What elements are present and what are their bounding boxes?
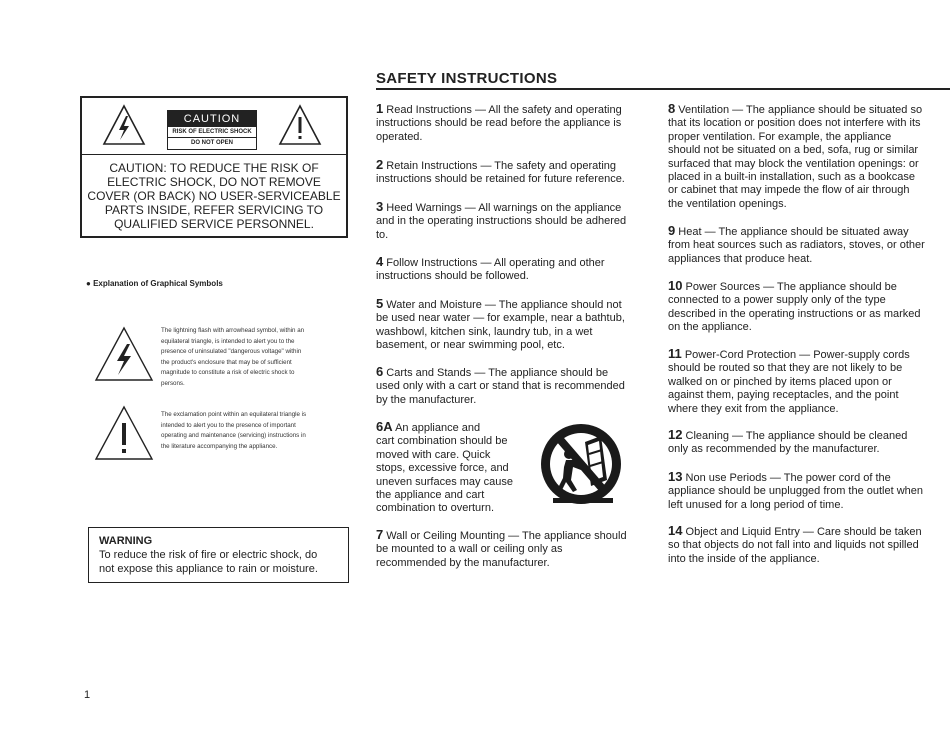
page-number: 1 (84, 689, 91, 701)
cart-warning-icon (533, 420, 629, 510)
item-line: recommended by the manufacturer. (376, 556, 550, 569)
caution-text-line: ELECTRIC SHOCK, DO NOT REMOVE (107, 175, 321, 189)
exclamation-symbol-icon (94, 405, 154, 461)
item-number: 7 (376, 527, 384, 542)
symbol-text-line: the product's enclosure that may be of sufficient (161, 358, 292, 366)
item-line: against them, paying receptacles, and the point (668, 389, 899, 402)
item-line: Ventilation — The appliance should be situated so (678, 104, 923, 116)
item-number: 6A (376, 419, 393, 434)
item-number: 13 (668, 470, 683, 484)
item-number: 5 (376, 296, 384, 311)
item-line: basement, or near swimming pool, etc. (376, 339, 565, 352)
item-line: on the appliance. (668, 321, 752, 334)
bullet-icon: ● (86, 279, 94, 288)
safety-item-8 (668, 102, 950, 211)
warning-title: WARNING (99, 535, 153, 547)
safety-item-12 (668, 428, 950, 457)
item-line: moved with care. Quick (376, 448, 491, 461)
item-line: uneven surfaces may cause (376, 475, 513, 488)
item-number: 14 (668, 524, 683, 538)
item-number: 4 (376, 254, 384, 269)
caution-text-line: CAUTION: TO REDUCE THE RISK OF (109, 161, 319, 175)
safety-item-5 (376, 297, 625, 353)
item-number: 10 (668, 279, 683, 293)
item-line: washbowl, kitchen sink, laundry tub, in a wet (376, 325, 593, 338)
item-line: the appliance and cart (376, 489, 485, 502)
safety-item-4 (376, 255, 605, 284)
item-line: so that objects do not fall into and liquids not spilled (668, 539, 919, 552)
item-line: Wall or Ceiling Mounting — The appliance should (386, 530, 627, 542)
item-number: 9 (668, 224, 676, 238)
item-line: where they exit from the appliance. (668, 402, 839, 415)
caution-label-line: DO NOT OPEN (168, 137, 256, 148)
item-number: 1 (376, 101, 384, 116)
safety-item-9 (668, 224, 950, 266)
item-line: surfaced that may block the ventilation openings: or (668, 157, 919, 170)
caution-label (167, 110, 257, 150)
symbol-text-line: intended to alert you to the presence of important (161, 421, 296, 429)
item-line: instructions should be read before the appliance is (376, 117, 622, 130)
item-line: Retain Instructions — The safety and operating (386, 160, 617, 172)
caution-text (82, 161, 346, 231)
symbol-text-line: persons. (161, 379, 185, 387)
item-line: into the inside of the appliance. (668, 552, 820, 565)
item-line: Water and Moisture — The appliance should not (386, 299, 622, 311)
safety-item-6a (376, 420, 513, 516)
symbol-text-line: The lightning flash with arrowhead symbol, within an (161, 327, 305, 334)
caution-box (80, 96, 348, 238)
item-line: appliances that produce heat. (668, 252, 813, 265)
symbols-heading-text: Explanation of Graphical Symbols (93, 279, 223, 288)
item-number: 3 (376, 199, 384, 214)
item-line: connected to a power supply only of the type (668, 294, 886, 307)
item-line: instructions should be retained for future reference. (376, 173, 625, 186)
symbol-text-line: operating and maintenance (servicing) instructions in (161, 432, 306, 439)
lightning-warning-icon (102, 104, 146, 146)
item-line: placed in a built-in installation, such as a bookcase (668, 171, 916, 184)
item-line: be used near water — for example, near a bathtub, (376, 312, 625, 325)
symbol-text-line: The exclamation point within an equilateral triangle is (161, 411, 307, 418)
item-number: 2 (376, 157, 384, 172)
lightning-symbol-explanation (161, 326, 346, 389)
item-line: be mounted to a wall or ceiling only as (376, 543, 563, 556)
item-line: by the manufacturer. (376, 393, 477, 406)
safety-item-14 (668, 524, 950, 566)
caution-text-line: PARTS INSIDE, REFER SERVICING TO (104, 203, 324, 217)
item-line: Heat — The appliance should be situated away (678, 226, 909, 238)
symbol-text-line: equilateral triangle, is intended to alert you to the (161, 337, 295, 345)
item-line: instructions should be followed. (376, 270, 529, 283)
item-line: only as recommended by the manufacturer. (668, 443, 880, 456)
exclamation-symbol-explanation (161, 410, 346, 452)
item-line: to. (376, 228, 389, 241)
safety-item-13 (668, 470, 950, 512)
item-line: combination to overturn. (376, 502, 495, 515)
item-line: Cleaning — The appliance should be cleaned (685, 430, 908, 442)
item-line: Object and Liquid Entry — Care should be taken (685, 526, 922, 538)
item-line: described in the operating instructions or as marked (668, 307, 921, 320)
item-line: An appliance and (395, 422, 481, 434)
item-line: proper ventilation. For example, the appliance (668, 130, 892, 143)
safety-item-11 (668, 347, 950, 416)
safety-item-2 (376, 158, 625, 187)
item-line: Power Sources — The appliance should be (685, 281, 897, 293)
item-line: appliance should be unplugged from the outlet when (668, 485, 924, 498)
item-line: or cabinet that may impede the flow of air through (668, 184, 910, 197)
page-title: SAFETY INSTRUCTIONS (376, 70, 558, 87)
item-line: cart combination should be (376, 435, 508, 448)
caution-header (82, 98, 346, 155)
caution-label-heading: CAUTION (168, 111, 256, 127)
item-line: Carts and Stands — The appliance should be (386, 367, 609, 379)
warning-box (88, 527, 349, 583)
item-line: and in the operating instructions should be adhered (376, 215, 627, 228)
title-rule (376, 88, 950, 90)
caution-text-line: QUALIFIED SERVICE PERSONNEL. (114, 217, 314, 231)
item-line: should not be situated on a bed, sofa, rug or similar (668, 144, 919, 157)
item-number: 11 (668, 347, 682, 361)
item-line: used only with a cart or stand that is recommended (376, 380, 625, 393)
warning-text-line: To reduce the risk of fire or electric shock, do (99, 549, 318, 561)
safety-item-6 (376, 365, 625, 407)
item-number: 6 (376, 364, 384, 379)
item-number: 8 (668, 102, 676, 116)
safety-item-3 (376, 200, 626, 242)
lightning-symbol-icon (94, 326, 154, 382)
item-line: walked on or pinched by items placed upon or (668, 375, 892, 388)
item-line: Power-Cord Protection — Power-supply cords (684, 349, 910, 361)
exclamation-warning-icon (278, 104, 322, 146)
item-line: left unused for a long period of time. (668, 498, 844, 511)
item-line: Follow Instructions — All operating and other (386, 257, 605, 269)
item-line: that its location or position does not interfere with its (668, 117, 921, 130)
symbol-text-line: magnitude to constitute a risk of electric shock to (161, 369, 295, 376)
item-line: stops, excessive force, and (376, 462, 509, 475)
item-line: the ventilation openings. (668, 197, 787, 210)
safety-item-7 (376, 528, 627, 570)
item-line: Read Instructions — All the safety and operating (386, 104, 622, 116)
symbol-text-line: the literature accompanying the appliance. (161, 442, 278, 450)
safety-item-1 (376, 102, 622, 144)
warning-text-line: not expose this appliance to rain or moisture. (99, 563, 318, 575)
item-line: should be routed so that they are not likely to be (668, 362, 903, 375)
item-line: Non use Periods — The power cord of the (685, 472, 891, 484)
caution-text-line: COVER (OR BACK) NO USER-SERVICEABLE (87, 189, 341, 203)
warning-text (99, 548, 338, 576)
item-line: operated. (376, 130, 423, 143)
safety-item-10 (668, 279, 950, 335)
item-line: from heat sources such as radiators, stoves, or other (668, 239, 925, 252)
symbol-text-line: presence of uninsulated "dangerous voltage" within (161, 348, 302, 355)
caution-label-line: RISK OF ELECTRIC SHOCK (172, 129, 252, 135)
item-number: 12 (668, 428, 683, 442)
symbols-heading (86, 279, 223, 288)
item-line: Heed Warnings — All warnings on the appliance (386, 202, 622, 214)
